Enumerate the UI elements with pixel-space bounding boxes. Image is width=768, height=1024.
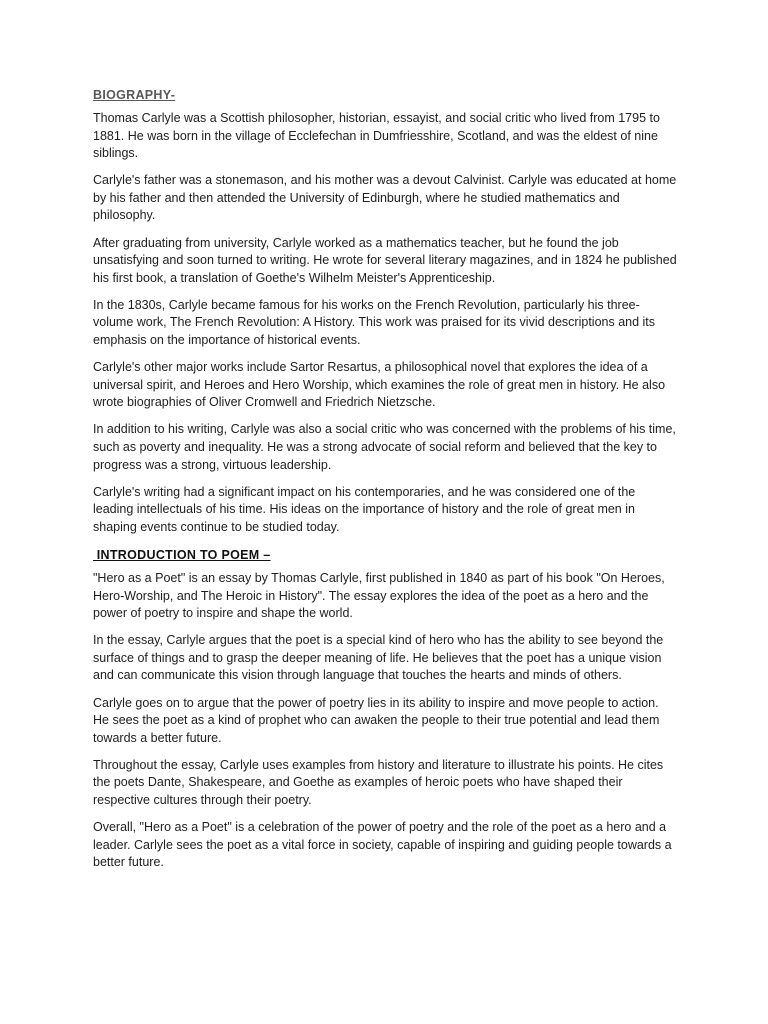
biography-paragraph-2: Carlyle's father was a stonemason, and his mother was a devout Calvinist. Carlyle was educated at home by his father and then attended the University of Edinburgh, where he studied mathematics and philosophy. xyxy=(93,173,677,223)
intro-paragraph-5: Overall, "Hero as a Poet" is a celebration of the power of poetry and the role of the poet as a hero and a leader. Carlyle sees the poet as a vital force in society, capable of inspiring and guiding people towards a better future. xyxy=(93,820,672,870)
biography-paragraph-1: Thomas Carlyle was a Scottish philosopher, historian, essayist, and social critic who lived from 1795 to 1881. He was born in the village of Ecclefechan in Dumfriesshire, Scotland, and was the eldest of nine siblings. xyxy=(93,111,660,161)
intro-heading: INTRODUCTION TO POEM – xyxy=(93,547,271,562)
biography-heading: BIOGRAPHY- xyxy=(93,88,176,102)
biography-paragraph-3: After graduating from university, Carlyle worked as a mathematics teacher, but he found the job unsatisfying and soon turned to writing. He wrote for several literary magazines, and in 1824 he published his first book, a translation of Goethe's Wilhelm Meister's Apprenticeship. xyxy=(93,235,677,285)
biography-paragraph-4: In the 1830s, Carlyle became famous for his works on the French Revolution, particularly his three-volume work, The French Revolution: A History. This work was praised for its vivid descriptions and its emphasis on the importance of historical events. xyxy=(93,297,656,348)
biography-paragraph-5: Carlyle's other major works include Sartor Resartus, a philosophical novel that explores the idea of a universal spirit, and Heroes and Hero Worship, which examines the role of great men in history. He also wrote biographies of Oliver Cromwell and Friedrich Nietzsche. xyxy=(93,360,666,410)
intro-paragraph-3: Carlyle goes on to argue that the power of poetry lies in its ability to inspire and move people to action. He sees the poet as a kind of prophet who can awaken the people to their true potential and lead them towards a better future. xyxy=(93,695,660,745)
biography-paragraph-7: Carlyle's writing had a significant impact on his contemporaries, and he was considered one of the leading intellectuals of his time. His ideas on the importance of history and the role of great men in shaping events continue to be studied today. xyxy=(93,484,636,534)
document-page xyxy=(93,86,678,881)
intro-paragraph-4: Throughout the essay, Carlyle uses examples from history and literature to illustrate his points. He cites the poets Dante, Shakespeare, and Goethe as examples of heroic poets who have shaped their respective cultures through their poetry. xyxy=(93,757,664,807)
intro-paragraph-1: "Hero as a Poet" is an essay by Thomas Carlyle, first published in 1840 as part of his book "On Heroes, Hero-Worship, and The Heroic in History". The essay explores the idea of the poet as a hero and the power of poetry to inspire and shape the world. xyxy=(93,570,665,621)
intro-paragraph-2: In the essay, Carlyle argues that the poet is a special kind of hero who has the ability to see beyond the surface of things and to grasp the deeper meaning of life. He believes that the poet has a unique vision and can communicate this vision through language that touches the hearts and minds of others. xyxy=(93,633,664,683)
biography-paragraph-6: In addition to his writing, Carlyle was also a social critic who was concerned with the problems of his time, such as poverty and inequality. He was a strong advocate of social reform and believed that the key to progress was a strong, virtuous leadership. xyxy=(93,422,676,472)
